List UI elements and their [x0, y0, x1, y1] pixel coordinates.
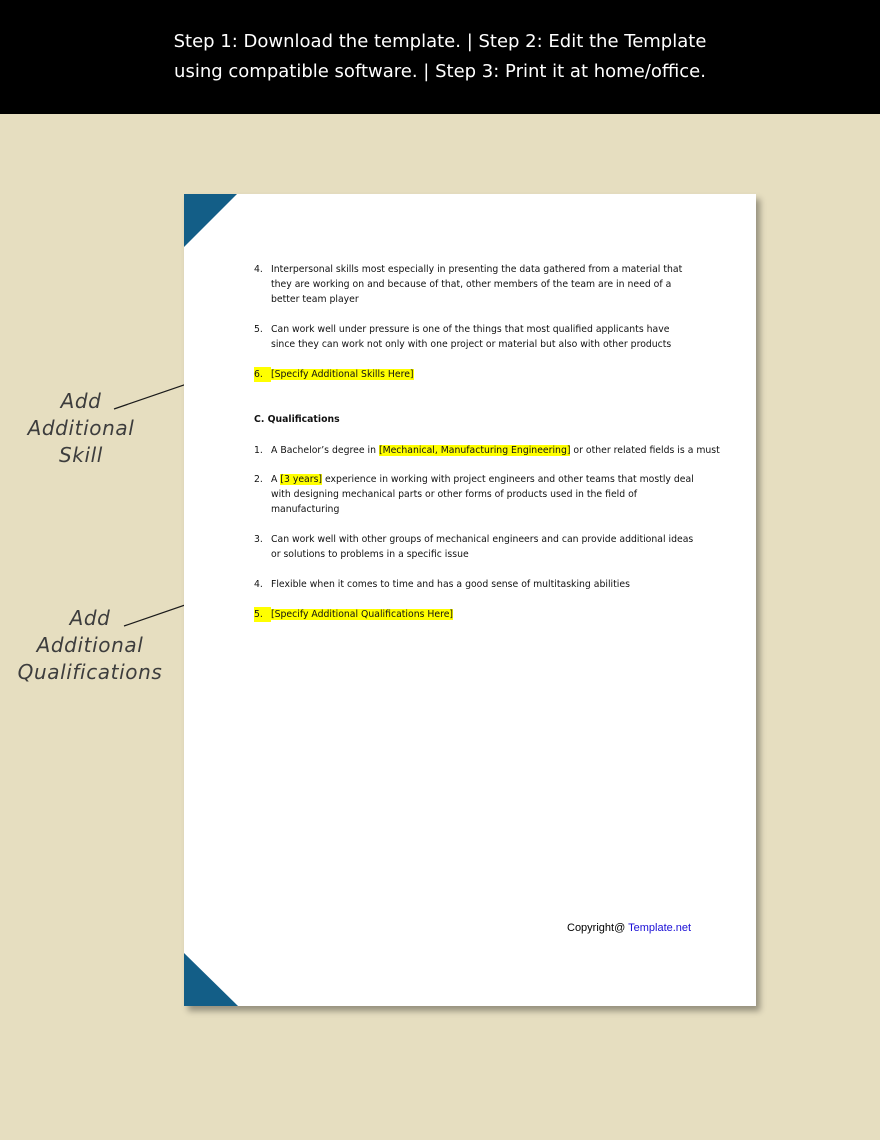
callout-qual-line-2: Additional [36, 633, 144, 657]
list-number: 5. [254, 324, 263, 335]
additional-skills-placeholder[interactable] [254, 367, 694, 382]
list-text: Interpersonal skills most especially in presenting the data gathered from a material that they are working on and because of that, other members of the team are in need of a better team player [271, 264, 683, 305]
list-text: Can work well under pressure is one of the things that most qualified applicants have since they can work not only with one project or material but also with other products [271, 324, 672, 350]
placeholder-text[interactable]: [Specify Additional Qualifications Here] [271, 609, 454, 620]
list-item [254, 443, 720, 458]
callout-add-skill [6, 388, 156, 469]
list-number: 5. [254, 607, 271, 622]
list-item [254, 472, 694, 517]
list-text: A Bachelor’s degree in [271, 445, 379, 456]
list-number: 1. [254, 445, 263, 456]
list-item [254, 322, 694, 352]
banner-line-1: Step 1: Download the template. | Step 2: Edit the Template [173, 31, 707, 52]
callout-skill-line-1: Add [60, 389, 102, 413]
list-number: 3. [254, 534, 263, 545]
callout-skill-line-2: Additional [27, 416, 135, 440]
document-page [184, 194, 756, 1006]
years-placeholder[interactable]: [3 years] [280, 474, 323, 485]
qualifications-heading: C. Qualifications [254, 414, 340, 425]
document-body [254, 262, 720, 622]
copyright-label: Copyright@ [567, 922, 629, 934]
list-item [254, 262, 694, 307]
top-left-corner-accent [184, 194, 237, 247]
copyright-notice [567, 922, 691, 934]
callout-qual-line-3: Qualifications [17, 660, 163, 684]
list-number: 2. [254, 474, 263, 485]
list-text: experience in working with project engineers and other teams that mostly deal with designing mechanical parts or other forms of products used in the field of manufacturing [271, 474, 694, 515]
degree-placeholder[interactable]: [Mechanical, Manufacturing Engineering] [378, 445, 571, 456]
list-text: Flexible when it comes to time and has a good sense of multitasking abilities [271, 579, 630, 590]
callout-add-qualifications [8, 605, 172, 686]
callout-qual-line-1: Add [69, 606, 111, 630]
list-number: 4. [254, 264, 263, 275]
additional-qualifications-placeholder[interactable] [254, 607, 694, 622]
list-text: Can work well with other groups of mechanical engineers and can provide additional ideas or solutions to problems in a specific issue [271, 534, 694, 560]
callout-skill-line-3: Skill [59, 443, 103, 467]
template-net-link[interactable]: Template.net [628, 922, 692, 934]
bottom-left-corner-accent [184, 953, 238, 1006]
list-number: 4. [254, 579, 263, 590]
list-item [254, 532, 694, 562]
banner-line-2: using compatible software. | Step 3: Print it at home/office. [174, 61, 706, 82]
list-text: A [271, 474, 281, 485]
list-item [254, 577, 694, 592]
list-text: or other related fields is a must [570, 445, 720, 456]
placeholder-text[interactable]: [Specify Additional Skills Here] [271, 369, 414, 380]
list-number: 6. [254, 367, 271, 382]
